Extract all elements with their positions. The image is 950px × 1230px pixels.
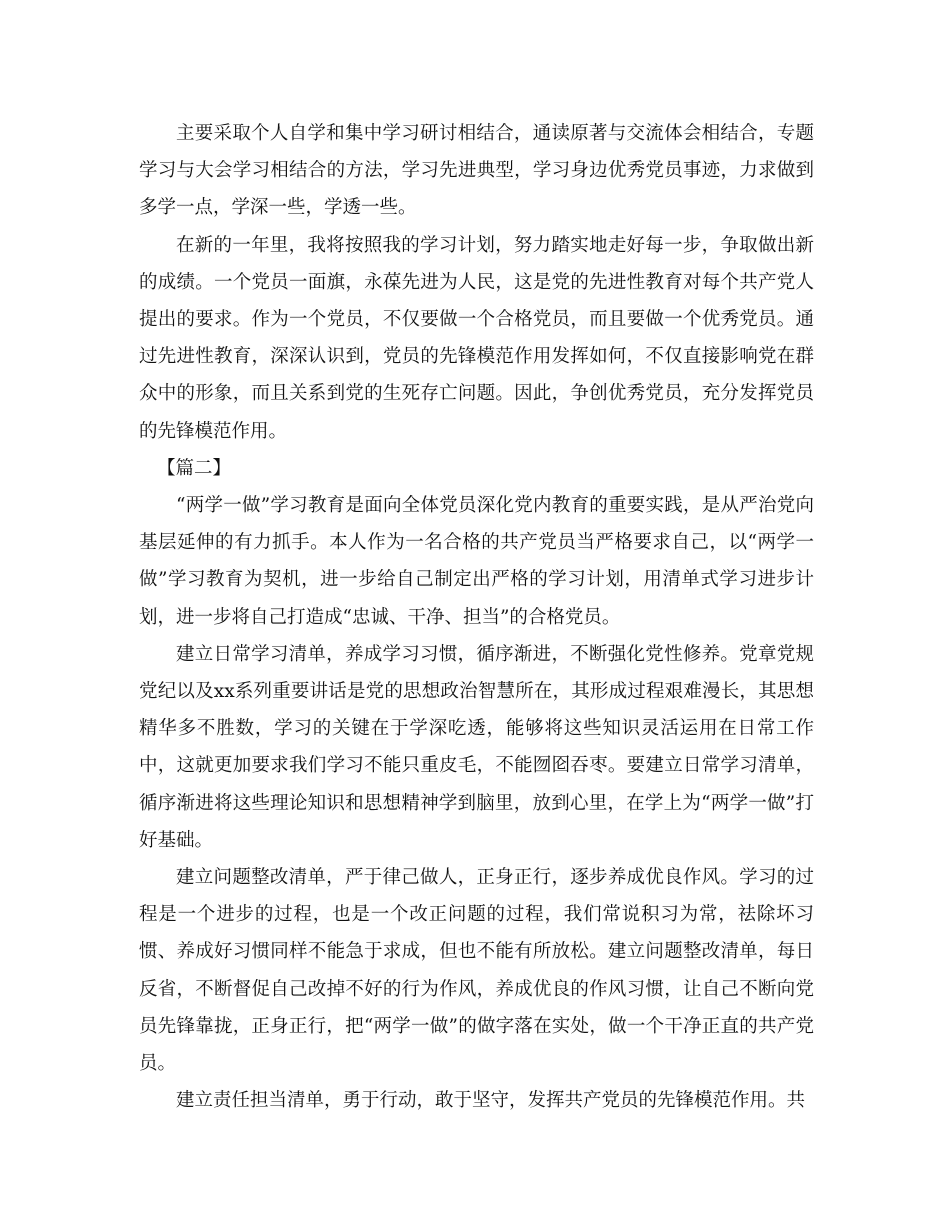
document-body	[139, 115, 814, 1119]
paragraph-two-studies-intro: “两学一做”学习教育是面向全体党员深化党内教育的重要实践，是从严治党向基层延伸的有力抓手。本人作为一名合格的共产党员当严格要求自己，以“两学一做”学习教育为契机，进一步给自己制定出严格的学习计划，用清单式学习进步计划，进一步将自己打造成“忠诚、干净、担当”的合格党员。	[139, 495, 814, 628]
section-heading-part-two: 【篇二】	[157, 457, 232, 479]
paragraph-daily-study-list: 建立日常学习清单，养成学习习惯，循序渐进，不断强化党性修养。党章党规党纪以及xx系列重要讲话是党的思想政治智慧所在，其形成过程艰难漫长，其思想精华多不胜数，学习的关键在于学深吃透，能够将这些知识灵活运用在日常工作中，这就更加要求我们学习不能只重皮毛，不能囫囵吞枣。要建立日常学习清单，循序渐进将这些理论知识和思想精神学到脑里，放到心里，在学上为“两学一做”打好基础。	[139, 643, 814, 851]
paragraph-responsibility-list: 建立责任担当清单，勇于行动，敢于坚守，发挥共产党员的先锋模范作用。共	[176, 1090, 806, 1112]
paragraph-study-methods: 主要采取个人自学和集中学习研讨相结合，通读原著与交流体会相结合，专题学习与大会学习相结合的方法，学习先进典型，学习身边优秀党员事迹，力求做到多学一点，学深一些，学透一些。	[139, 123, 814, 219]
paragraph-new-year-plan: 在新的一年里，我将按照我的学习计划，努力踏实地走好每一步，争取做出新的成绩。一个党员一面旗，永葆先进为人民，这是党的先进性教育对每个共产党人提出的要求。作为一个党员，不仅要做一个合格党员，而且要做一个优秀党员。通过先进性教育，深深认识到，党员的先锋模范作用发挥如何，不仅直接影响党在群众中的形象，而且关系到党的生死存亡问题。因此，争创优秀党员，充分发挥党员的先锋模范作用。	[139, 234, 814, 442]
paragraph-problem-rectification-list: 建立问题整改清单，严于律己做人，正身正行，逐步养成优良作风。学习的过程是一个进步的过程，也是一个改正问题的过程，我们常说积习为常，祛除坏习惯、养成好习惯同样不能急于求成，但也不能有所放松。建立问题整改清单，每日反省，不断督促自己改掉不好的行为作风，养成优良的作风习惯，让自己不断向党员先锋靠拢，正身正行，把“两学一做”的做字落在实处，做一个干净正直的共产党员。	[139, 867, 814, 1075]
